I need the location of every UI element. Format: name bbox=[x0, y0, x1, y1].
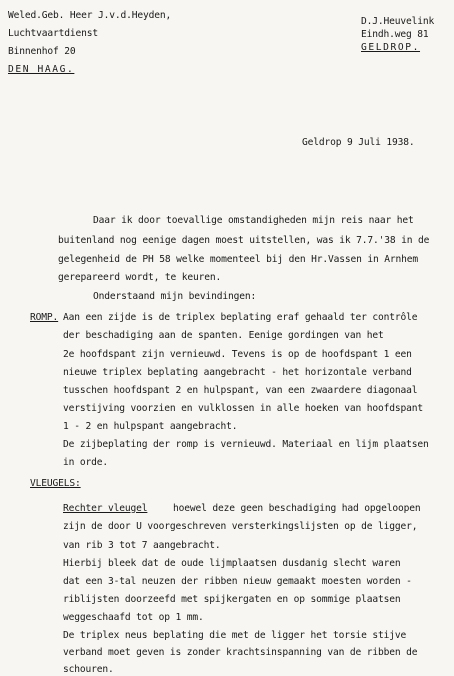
addressee-line-1: Weled.Geb. Heer J.v.d.Heyden, bbox=[8, 10, 172, 21]
addressee-city: DEN HAAG. bbox=[8, 64, 75, 75]
romp-line-2: der beschadiging aan de spanten. Eenige gordingen van het bbox=[63, 330, 384, 341]
vleugels-line-10: schouren. bbox=[63, 664, 114, 675]
vleugels-line-7: weggeschaafd tot op 1 mm. bbox=[63, 612, 204, 623]
letter-date: Geldrop 9 Juli 1938. bbox=[302, 137, 415, 148]
intro-line-4: gerepareerd wordt, te keuren. bbox=[58, 272, 222, 283]
romp-heading: ROMP. bbox=[30, 312, 59, 323]
vleugels-heading: VLEUGELS: bbox=[30, 478, 81, 489]
romp-line-3: 2e hoofdspant zijn vernieuwd. Tevens is op de hoofdspant 1 een bbox=[63, 349, 412, 360]
addressee-line-3: Binnenhof 20 bbox=[8, 46, 76, 57]
rechter-vleugel-heading: Rechter vleugel bbox=[63, 503, 148, 514]
sender-line-2: Eindh.weg 81 bbox=[361, 29, 429, 40]
vleugels-line-6: riblijsten doorzeefd met spijkergaten en op sommige plaatsen bbox=[63, 594, 401, 605]
sender-line-1: D.J.Heuvelink bbox=[361, 16, 435, 27]
intro-line-3: gelegenheid de PH 58 welke momenteel bij den Hr.Vassen in Arnhem bbox=[58, 254, 419, 265]
vleugels-line-9: verband moet geven is zonder krachtsinspanning van de ribben de bbox=[63, 647, 418, 658]
romp-line-5: tusschen hoofdspant 2 en hulpspant, van een zwaardere diagonaal bbox=[63, 385, 418, 396]
vleugels-line-2: zijn de door U voorgeschreven versterkingslijsten op de ligger, bbox=[63, 521, 418, 532]
romp-line-6: verstijving voorzien en vulklossen in alle hoeken van hoofdspant bbox=[63, 403, 424, 414]
romp-line-4: nieuwe triplex beplating aangebracht - het horizontale verband bbox=[63, 367, 412, 378]
vleugels-line-8: De triplex neus beplating die met de ligger het torsie stijve bbox=[63, 630, 407, 641]
intro-line-1: Daar ik door toevallige omstandigheden mijn reis naar het bbox=[93, 215, 414, 226]
addressee-line-2: Luchtvaartdienst bbox=[8, 28, 99, 39]
romp-line-7: 1 - 2 en hulpspant aangebracht. bbox=[63, 421, 238, 432]
romp-line-8: De zijbeplating der romp is vernieuwd. Materiaal en lijm plaatsen bbox=[63, 439, 429, 450]
romp-line-1: Aan een zijde is de triplex beplating eraf gehaald ter contrôle bbox=[63, 312, 418, 323]
vleugels-line-4: Hierbij bleek dat de oude lijmplaatsen dusdanig slecht waren bbox=[63, 558, 401, 569]
sender-city: GELDROP. bbox=[361, 42, 421, 53]
vleugels-line-5: dat een 3-tal neuzen der ribben nieuw gemaakt moesten worden - bbox=[63, 576, 412, 587]
vleugels-line-1: hoewel deze geen beschadiging had opgeloopen bbox=[173, 503, 421, 514]
vleugels-line-3: van rib 3 tot 7 aangebracht. bbox=[63, 540, 221, 551]
intro-line-2: buitenland nog eenige dagen moest uitstellen, was ik 7.7.'38 in de bbox=[58, 235, 430, 246]
findings-intro: Onderstaand mijn bevindingen: bbox=[93, 291, 257, 302]
romp-line-9: in orde. bbox=[63, 457, 109, 468]
